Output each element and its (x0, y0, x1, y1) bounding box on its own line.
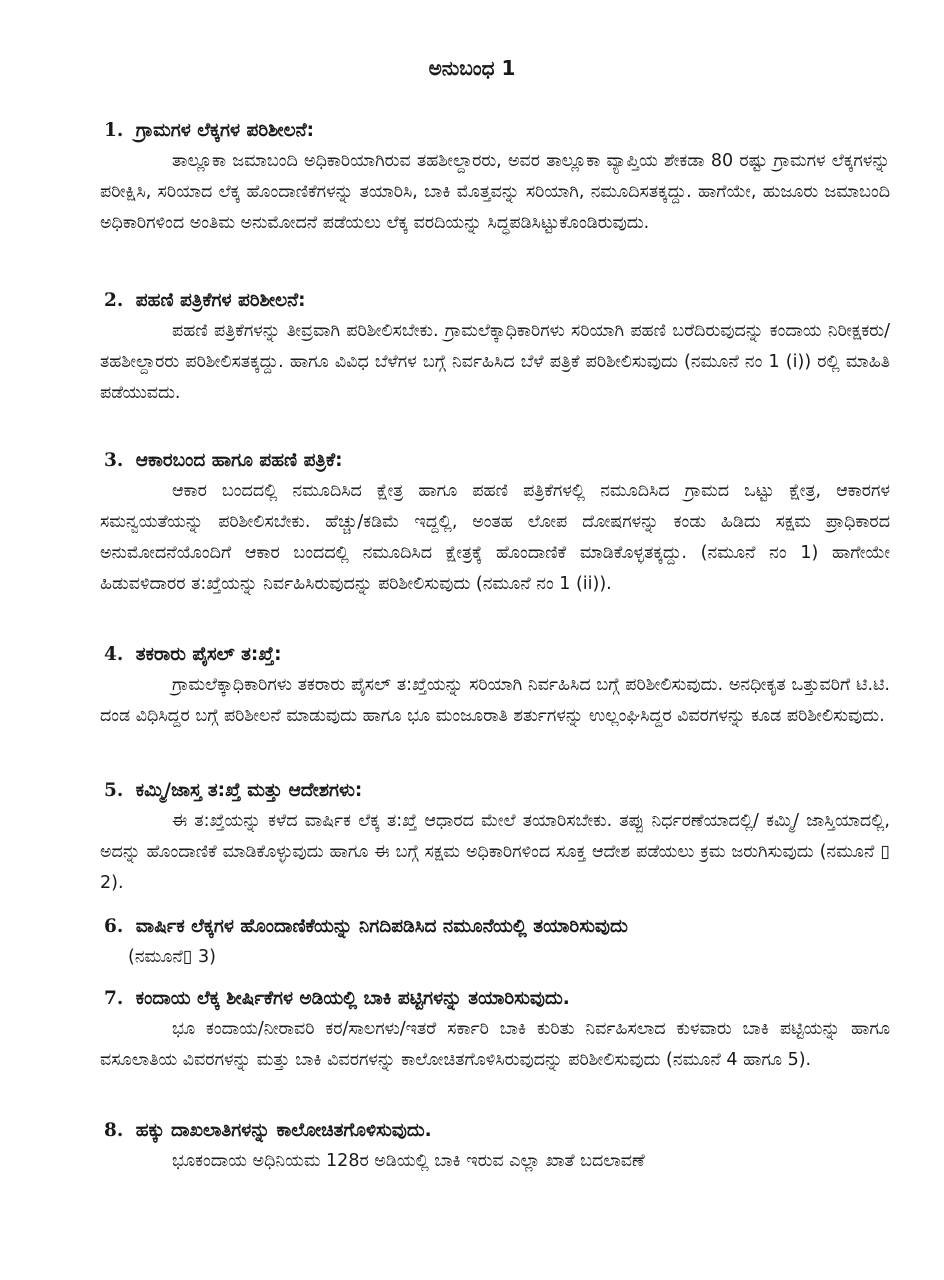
section-title: ವಾರ್ಷಿಕ ಲೆಕ್ಕಗಳ ಹೊಂದಾಣಿಕೆಯನ್ನು ನಿಗದಿಪಡಿಸಿದ ನಮೂನೆಯಲ್ಲಿ ತಯಾರಿಸುವುದು (135, 916, 628, 937)
section-heading (104, 446, 890, 476)
section-title: ತಕರಾರು ಪೈಸಲ್ ತ:ಖ್ತೆ: (135, 644, 282, 665)
section-body: ಪಹಣಿ ಪತ್ರಿಕೆಗಳನ್ನು ತೀವ್ರವಾಗಿ ಪರಿಶೀಲಿಸಬೇಕು. ಗ್ರಾಮಲೆಕ್ಕಾಧಿಕಾರಿಗಳು ಸರಿಯಾಗಿ ಪಹಣಿ ಬರೆದಿರುವುದನ್ನು ಕಂದಾಯ ನಿರೀಕ್ಷಕರು/ತಹಶೀಲ್ದಾರರು ಪರಿಶೀಲಿಸತಕ್ಕದ್ದು. ಹಾಗೂ ವಿವಿಧ ಬೆಳೆಗಳ ಬಗ್ಗೆ ನಿರ್ವಹಿಸಿದ ಬೆಳೆ ಪತ್ರಿಕೆ ಪರಿಶೀಲಿಸುವುದು (ನಮೂನೆ ನಂ 1 (i)) ರಲ್ಲಿ ಮಾಹಿತಿ ಪಡೆಯುವದು. (100, 321, 890, 403)
page-title: ಅನುಬಂಧ 1 (428, 56, 516, 80)
section-body: ಭೂಕಂದಾಯ ಅಧಿನಿಯಮ 128ರ ಅಡಿಯಲ್ಲಿ ಬಾಕಿ ಇರುವ ಎಲ್ಲಾ ಖಾತೆ ಬದಲಾವಣೆ (172, 1151, 645, 1171)
section-title: ಕಮ್ಮಿ/ಜಾಸ್ತ ತ:ಖ್ತೆ ಮತ್ತು ಆದೇಶಗಳು: (135, 780, 363, 801)
section-number: 6. (104, 916, 124, 937)
section-8 (100, 1116, 890, 1177)
section-body: ಭೂ ಕಂದಾಯ/ನೀರಾವರಿ ಕರ/ಸಾಲಗಳು/ಇತರೆ ಸರ್ಕಾರಿ ಬಾಕಿ ಕುರಿತು ನಿರ್ವಹಿಸಲಾದ ಕುಳವಾರು ಬಾಕಿ ಪಟ್ಟಿಯನ್ನು ಹಾಗೂ ವಸೂಲಾತಿಯ ವಿವರಗಳನ್ನು ಮತ್ತು ಬಾಕಿ ವಿವರಗಳನ್ನು ಕಾಲೋಚಿತಗೊಳಿಸಿರುವುದನ್ನು ಪರಿಶೀಲಿಸುವುದು (ನಮೂನೆ 4 ಹಾಗೂ 5). (100, 1019, 890, 1070)
section-6 (100, 912, 890, 972)
section-2 (100, 286, 890, 409)
section-number: 1. (104, 120, 124, 141)
section-heading (104, 912, 890, 942)
section-1 (100, 116, 890, 239)
section-3 (100, 446, 890, 600)
section-title: ಗ್ರಾಮಗಳ ಲೆಕ್ಕಗಳ ಪರಿಶೀಲನೆ: (135, 120, 315, 141)
section-continuation: (ನಮೂನೆ▯ 3) (128, 947, 216, 967)
section-number: 5. (104, 780, 124, 801)
section-title: ಕಂದಾಯ ಲೆಕ್ಕ ಶೀರ್ಷಿಕೆಗಳ ಅಡಿಯಲ್ಲಿ ಬಾಕಿ ಪಟ್ಟಿಗಳನ್ನು ತಯಾರಿಸುವುದು. (135, 988, 570, 1009)
section-number: 8. (104, 1120, 124, 1141)
section-heading (104, 1116, 890, 1146)
section-number: 3. (104, 450, 124, 471)
section-4 (100, 640, 890, 732)
section-title: ಹಕ್ಕು ದಾಖಲಾತಿಗಳನ್ನು ಕಾಲೋಚಿತಗೊಳಿಸುವುದು. (135, 1120, 432, 1141)
section-heading (104, 640, 890, 670)
section-title: ಆಕಾರಬಂದ ಹಾಗೂ ಪಹಣಿ ಪತ್ರಿಕೆ: (135, 450, 343, 471)
section-heading (104, 776, 890, 806)
section-body: ತಾಲ್ಲೂಕಾ ಜಮಾಬಂದಿ ಅಧಿಕಾರಿಯಾಗಿರುವ ತಹಶೀಲ್ದಾರರು, ಅವರ ತಾಲ್ಲೂಕಾ ವ್ಯಾಪ್ತಿಯ ಶೇಕಡಾ 80 ರಷ್ಟು ಗ್ರಾಮಗಳ ಲೆಕ್ಕಗಳನ್ನು ಪರೀಕ್ಷಿಸಿ, ಸರಿಯಾದ ಲೆಕ್ಕ ಹೊಂದಾಣಿಕೆಗಳನ್ನು ತಯಾರಿಸಿ, ಬಾಕಿ ಮೊತ್ತವನ್ನು ಸರಿಯಾಗಿ, ನಮೂದಿಸತಕ್ಕದ್ದು. ಹಾಗೆಯೇ, ಹುಜೂರು ಜಮಾಬಂದಿ ಅಧಿಕಾರಿಗಳಿಂದ ಅಂತಿಮ ಅನುಮೋದನೆ ಪಡೆಯಲು ಲೆಕ್ಕ ವರದಿಯನ್ನು ಸಿದ್ಧಪಡಿಸಿಟ್ಟುಕೊಂಡಿರುವುದು. (100, 151, 890, 233)
section-heading (104, 116, 890, 146)
section-heading (104, 286, 890, 316)
section-number: 7. (104, 988, 124, 1009)
section-5 (100, 776, 890, 899)
section-body: ಗ್ರಾಮಲೆಕ್ಕಾಧಿಕಾರಿಗಳು ತಕರಾರು ಪೈಸಲ್ ತ:ಖ್ತೆಯನ್ನು ಸರಿಯಾಗಿ ನಿರ್ವಹಿಸಿದ ಬಗ್ಗೆ ಪರಿಶೀಲಿಸುವುದು. ಅನಧೀಕೃತ ಒತ್ತುವರಿಗೆ ಟಿ.ಟಿ. ದಂಡ ವಿಧಿಸಿದ್ದರ ಬಗ್ಗೆ ಪರಿಶೀಲನೆ ಮಾಡುವುದು ಹಾಗೂ ಭೂ ಮಂಜೂರಾತಿ ಶರ್ತುಗಳನ್ನು ಉಲ್ಲಂಘಿಸಿದ್ದರ ವಿವರಗಳನ್ನು ಕೂಡ ಪರಿಶೀಲಿಸುವುದು. (100, 675, 890, 726)
section-heading (104, 984, 890, 1014)
section-body: ಈ ತ:ಖ್ತೆಯನ್ನು ಕಳೆದ ವಾರ್ಷಿಕ ಲೆಕ್ಕ ತ:ಖ್ತೆ ಆಧಾರದ ಮೇಲೆ ತಯಾರಿಸಬೇಕು. ತಪ್ಪು ನಿರ್ಧರಣೆಯಾದಲ್ಲಿ/ ಕಮ್ಮಿ/ ಜಾಸ್ತಿಯಾದಲ್ಲಿ, ಅದನ್ನು ಹೊಂದಾಣಿಕೆ ಮಾಡಿಕೊಳ್ಳುವುದು ಹಾಗೂ ಈ ಬಗ್ಗೆ ಸಕ್ಷಮ ಅಧಿಕಾರಿಗಳಿಂದ ಸೂಕ್ತ ಆದೇಶ ಪಡೆಯಲು ಕ್ರಮ ಜರುಗಿಸುವುದು (ನಮೂನೆ ▯ 2). (100, 811, 890, 893)
section-body: ಆಕಾರ ಬಂದದಲ್ಲಿ ನಮೂದಿಸಿದ ಕ್ಷೇತ್ರ ಹಾಗೂ ಪಹಣಿ ಪತ್ರಿಕೆಗಳಲ್ಲಿ ನಮೂದಿಸಿದ ಗ್ರಾಮದ ಒಟ್ಟು ಕ್ಷೇತ್ರ, ಆಕಾರಗಳ ಸಮನ್ವಯತೆಯನ್ನು ಪರಿಶೀಲಿಸಬೇಕು. ಹೆಚ್ಚು/ಕಡಿಮೆ ಇದ್ದಲ್ಲಿ, ಅಂತಹ ಲೋಪ ದೋಷಗಳನ್ನು ಕಂಡು ಹಿಡಿದು ಸಕ್ಷಮ ಪ್ರಾಧಿಕಾರದ ಅನುಮೋದನೆಯೊಂದಿಗೆ ಆಕಾರ ಬಂದದಲ್ಲಿ ನಮೂದಿಸಿದ ಕ್ಷೇತ್ರಕ್ಕೆ ಹೊಂದಾಣಿಕೆ ಮಾಡಿಕೊಳ್ಳತಕ್ಕದ್ದು. (ನಮೂನೆ ನಂ 1) ಹಾಗೇಯೇ ಹಿಡುವಳಿದಾರರ ತ:ಖ್ತೆಯನ್ನು ನಿರ್ವಹಿಸಿರುವುದನ್ನು ಪರಿಶೀಲಿಸುವುದು (ನಮೂನೆ ನಂ 1 (ii)). (100, 481, 890, 594)
section-7 (100, 984, 890, 1076)
section-number: 2. (104, 290, 124, 311)
section-number: 4. (104, 644, 124, 665)
section-title: ಪಹಣಿ ಪತ್ರಿಕೆಗಳ ಪರಿಶೀಲನೆ: (135, 290, 306, 311)
